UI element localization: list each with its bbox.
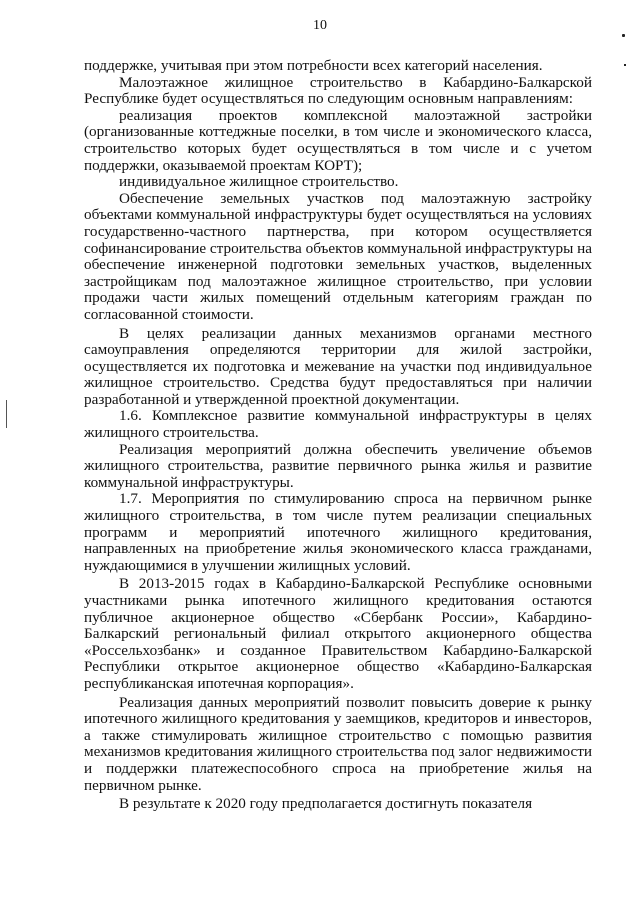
- scan-mark: [624, 64, 626, 66]
- document-body: [84, 58, 592, 813]
- section-heading: 1.6. Комплексное развитие коммунальной инфраструктуры в целях жилищного строительства.: [84, 407, 592, 442]
- paragraph: Реализация данных мероприятий позволит повысить доверие к рынку ипотечного жилищного кредитования у заемщиков, кредиторов и инвесторов, а также стимулировать жилищное строительство с помощью развития механизмов кредитования жилищного строительства под залог недвижимости и поддержки платежеспособного спроса на приобретение жилья на первичном рынке.: [84, 693, 592, 794]
- paragraph: поддержке, учитывая при этом потребности всех категорий населения.: [84, 57, 543, 74]
- scan-mark: [622, 34, 625, 37]
- paragraph: В результате к 2020 году предполагается достигнуть показателя: [119, 795, 533, 813]
- paragraph: Обеспечение земельных участков под малоэтажную застройку объектами коммунальной инфраструктуры будет осуществляться на условиях государственно-частного партнерства, при котором осуществляется софинансирование строительства объектов коммунальной инфраструктуры на обеспечение инженерной подготовки земельных участков, выделенных застройщикам под малоэтажное жилищное строительство, при условии продажи части жилых помещений отдельным категориям граждан по согласованной стоимости.: [84, 189, 592, 323]
- paragraph: Малоэтажное жилищное строительство в Кабардино-Балкарской Республике будет осуществляться по следующим основным направлениям:: [84, 73, 592, 108]
- paragraph: В целях реализации данных механизмов органами местного самоуправления определяются территории для жилой застройки, осуществляется их подготовка и межевание на участки под индивидуальное жилищное строительство. Средства будут предоставляться при наличии разработанной и утвержденной проектной документации.: [84, 324, 592, 408]
- paragraph: В 2013-2015 годах в Кабардино-Балкарской Республике основными участниками рынка ипотечного жилищного кредитования остаются публичное акционерное общество «Сбербанк России», Кабардино-Балкарский региональный филиал открытого акционерного общества «Россельхозбанк» и созданное Правительством Кабардино-Балкарской Республики открытое акционерное общество «Кабардино-Балкарская республиканская ипотечная корпорация».: [84, 575, 592, 692]
- list-item: реализация проектов комплексной малоэтажной застройки (организованные коттеджные поселки, в том числе и экономического класса, строительство которых будет осуществляться в том числе и с учетом поддержки, оказываемой проектам КОРТ);: [84, 106, 592, 174]
- paragraph: Реализация мероприятий должна обеспечить увеличение объемов жилищного строительства, развитие первичного рынка жилья и развитие коммунальной инфраструктуры.: [84, 440, 592, 491]
- section-heading: 1.7. Мероприятия по стимулированию спроса на первичном рынке жилищного строительства, в том числе путем реализации специальных программ и мероприятий ипотечного жилищного кредитования, направленных на приобретение жилья экономического класса гражданами, нуждающимися в улучшении жилищных условий.: [84, 490, 592, 574]
- list-item: индивидуальное жилищное строительство.: [119, 173, 399, 191]
- scan-mark: [6, 400, 7, 428]
- page-number: 10: [313, 18, 327, 33]
